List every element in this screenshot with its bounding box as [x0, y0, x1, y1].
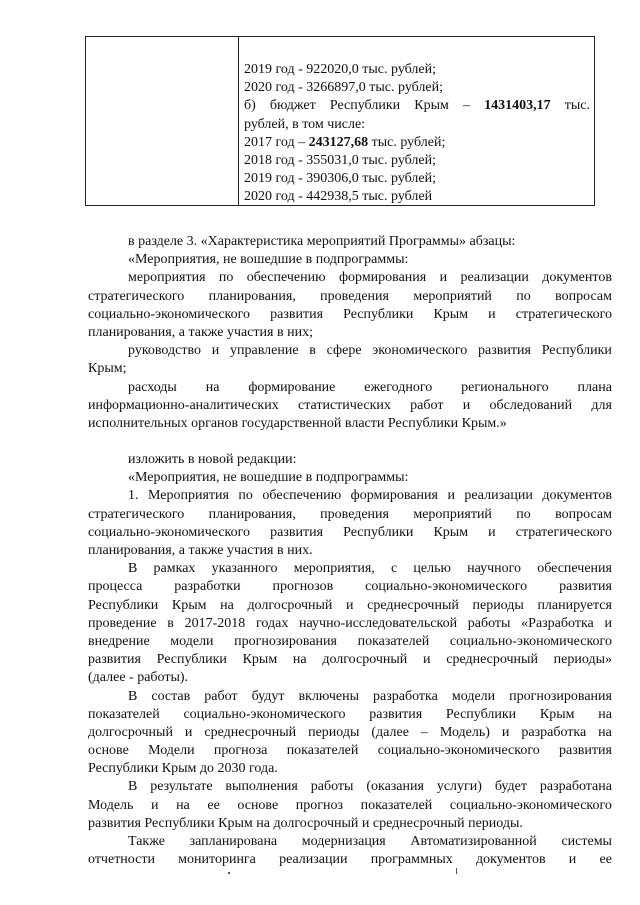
word: в: [167, 615, 174, 631]
table-cell-funding: [244, 61, 590, 207]
paragraph-gap: [88, 433, 612, 451]
word: экономического: [372, 343, 468, 359]
word: и: [423, 652, 431, 668]
table-line: [244, 97, 590, 115]
word: управление: [230, 343, 299, 359]
word: отчетности: [88, 852, 155, 868]
word: будут: [251, 688, 285, 704]
word: реализации: [279, 852, 348, 868]
word: документов: [475, 852, 546, 868]
word: Республики: [156, 652, 227, 668]
paragraph-line: [88, 778, 612, 796]
word: реализации: [464, 488, 533, 504]
word: мероприятия,: [293, 561, 375, 577]
word: Республики: [88, 597, 159, 613]
word: разработка: [373, 688, 438, 704]
word: на: [220, 597, 234, 613]
word: Также: [128, 834, 165, 849]
word: включены: [298, 688, 360, 704]
word: целью: [413, 561, 451, 577]
word: показателей: [360, 797, 433, 813]
table-line: [244, 61, 590, 79]
word: социально-экономического: [377, 743, 540, 759]
table-line: [244, 188, 590, 206]
word: результате: [150, 779, 213, 795]
word: с: [390, 561, 398, 577]
table-word: –: [462, 98, 470, 114]
word: по: [218, 270, 234, 286]
word: разработана: [539, 779, 612, 795]
paragraph-line: [88, 288, 612, 306]
word: прогноза: [213, 743, 268, 759]
paragraph-line: [88, 306, 612, 324]
word: и: [184, 724, 193, 740]
word: Республики: [541, 343, 612, 359]
paragraph-line: [88, 833, 612, 851]
paragraph-line: [88, 633, 612, 651]
paragraph-line: [88, 560, 612, 578]
word: долгосрочный: [322, 652, 408, 668]
word: обследований: [489, 397, 573, 413]
word: 2017-2018: [184, 615, 246, 631]
word: для: [591, 397, 612, 413]
word: Крым: [539, 706, 575, 722]
word: прогнозирования: [509, 688, 612, 704]
paragraph-line: изложить в новой редакции:: [128, 452, 297, 468]
word: рамках: [153, 561, 196, 577]
word: модернизация: [301, 834, 386, 849]
word: работ: [204, 688, 238, 704]
word: показателей: [286, 743, 359, 759]
word: стратегического: [88, 288, 185, 304]
word: сфере: [326, 343, 362, 359]
word: программных: [370, 852, 453, 868]
word: Модель: [88, 797, 134, 813]
word: запланирована: [189, 834, 278, 849]
word: Крым: [171, 597, 207, 613]
word: модели: [170, 633, 214, 649]
word: показателей: [357, 633, 430, 649]
word: по: [238, 488, 253, 504]
paragraph-line: в разделе 3. «Характеристика мероприятий Программы» абзацы:: [128, 234, 516, 249]
paragraph-line: [88, 524, 612, 542]
word: и: [488, 524, 496, 540]
word: социально-экономического: [183, 706, 346, 722]
paragraph-line: [88, 578, 612, 596]
table-line: [244, 152, 590, 170]
word: научного: [467, 561, 522, 577]
word: мероприятия: [128, 270, 206, 286]
word: работы: [467, 615, 511, 631]
word: «Разработка: [521, 615, 594, 631]
word: планирования,: [208, 288, 296, 304]
paragraph-line: [88, 269, 612, 287]
table-word: тыс.: [564, 98, 590, 114]
word: процесса: [88, 579, 143, 595]
word: и: [501, 724, 510, 740]
word: развития: [559, 579, 612, 595]
scan-mark: [456, 868, 457, 874]
table-text: рублей, в том числе:: [244, 116, 366, 132]
word: развития: [369, 706, 423, 722]
word: Республики: [343, 524, 414, 540]
word: прогнозов: [272, 579, 334, 595]
paragraph-line: Крым;: [88, 361, 127, 377]
word: стратегического: [88, 506, 185, 522]
word: плана: [577, 379, 612, 395]
paragraph-line: исполнительных органов государственной власти Республики Крым.»: [88, 415, 507, 431]
word: ежегодного: [364, 379, 433, 395]
paragraph-line: (далее - работы).: [88, 670, 189, 686]
paragraph-line: [88, 797, 612, 815]
paragraph-line: [88, 342, 612, 360]
word: руководство: [128, 343, 201, 359]
word: социально-экономического: [449, 797, 612, 813]
word: внедрение: [88, 633, 150, 649]
word: выполнения: [225, 779, 298, 795]
word: мероприятий: [413, 288, 492, 304]
paragraph-line: [88, 706, 612, 724]
table-column-divider: [238, 37, 239, 205]
word: по: [516, 506, 531, 522]
word: среднесрочный: [367, 597, 459, 613]
word: Модели: [148, 743, 195, 759]
word: и: [488, 306, 496, 322]
budget-table: [85, 36, 595, 206]
word: и: [462, 397, 471, 413]
paragraph-line: [88, 597, 612, 615]
word: ее: [207, 797, 220, 813]
table-text: 2018 год - 355031,0 тыс. рублей;: [244, 153, 437, 169]
word: долгосрочный: [247, 597, 333, 613]
word: на: [292, 652, 307, 668]
paragraph-line: [88, 688, 612, 706]
word: и: [447, 488, 455, 504]
table-word: Республики: [329, 98, 401, 114]
word: прогнозирования: [234, 633, 337, 649]
word: социально-экономического: [365, 579, 528, 595]
word: разработки: [174, 579, 241, 595]
word: развития: [270, 524, 324, 540]
word: В: [128, 561, 138, 577]
word: развития: [88, 652, 141, 668]
table-text: 2020 год - 3266897,0 тыс. рублей;: [244, 80, 444, 96]
table-word: Крым: [414, 98, 449, 114]
word: Автоматизированной: [410, 834, 537, 849]
word: социально-экономического: [88, 306, 251, 322]
word: развития: [478, 343, 531, 359]
word: формирования: [338, 270, 427, 286]
paragraph-line: [88, 724, 612, 742]
word: информационно-аналитических: [88, 397, 279, 413]
word: и: [568, 852, 577, 868]
word: и: [211, 343, 220, 359]
table-text: 2020 год - 442938,5 тыс. рублей: [244, 189, 433, 205]
word: проведения: [320, 506, 389, 522]
word: Модель): [439, 724, 490, 740]
word: Крым: [433, 524, 469, 540]
table-line: [244, 134, 590, 152]
word: на: [205, 379, 220, 395]
word: показателей: [88, 706, 160, 722]
word: мероприятий: [413, 506, 492, 522]
word: документов: [542, 488, 612, 504]
word: реализации: [460, 270, 529, 286]
word: (далее: [371, 724, 409, 740]
scan-dot: [228, 872, 230, 874]
word: Мероприятия: [147, 488, 229, 504]
document-body: [88, 233, 612, 869]
word: состав: [151, 688, 191, 704]
word: стратегического: [515, 306, 612, 322]
table-text: тыс. рублей;: [368, 134, 446, 150]
word: 1.: [128, 488, 139, 504]
word: документов: [542, 270, 612, 286]
paragraph-line: «Мероприятия, не вошедшие в подпрограммы:: [128, 470, 409, 486]
word: и: [346, 597, 354, 613]
table-line: [244, 79, 590, 97]
word: будет: [494, 779, 527, 795]
word: научно-исследовательской: [299, 615, 458, 631]
word: и: [604, 615, 612, 631]
word: по: [516, 288, 531, 304]
paragraph-line: планирования, а также участия в них;: [88, 324, 313, 340]
word: планируется: [537, 597, 612, 613]
word: развития: [270, 306, 324, 322]
word: среднесрочный: [204, 724, 297, 740]
word: среднесрочный: [446, 652, 538, 668]
paragraph-line: [88, 397, 612, 415]
word: Крым: [433, 306, 469, 322]
word: Республики: [343, 306, 414, 322]
paragraph-line: [88, 742, 612, 760]
word: в: [309, 343, 316, 359]
word: В: [128, 779, 138, 795]
paragraph-line: развития Республики Крым на долгосрочный и среднесрочный периоды.: [88, 815, 523, 831]
word: услуги): [436, 779, 482, 795]
table-text: 2019 год - 390306,0 тыс. рублей;: [244, 171, 437, 187]
table-text: 2017 год –: [244, 134, 309, 150]
word: обеспечения: [537, 561, 612, 577]
word: периоды: [472, 597, 524, 613]
word: Республики: [445, 706, 517, 722]
table-amount-bold: 1431403,17: [484, 98, 551, 114]
word: формирования: [350, 488, 438, 504]
word: вопросам: [555, 288, 612, 304]
word: ее: [599, 852, 612, 868]
word: развития: [559, 743, 612, 759]
word: обеспечению: [246, 270, 326, 286]
paragraph-line: [88, 379, 612, 397]
paragraph-line: «Мероприятия, не вошедшие в подпрограммы:: [128, 252, 409, 268]
word: формирование: [248, 379, 336, 395]
word: статистических: [297, 397, 391, 413]
word: на: [176, 797, 190, 813]
word: социально-экономического: [88, 524, 251, 540]
word: расходы: [128, 379, 177, 395]
word: проведения: [320, 288, 389, 304]
paragraph-line: [88, 487, 612, 505]
table-word: б): [244, 98, 256, 114]
table-line: [244, 170, 590, 188]
word: работ: [410, 397, 444, 413]
word: В: [128, 688, 138, 704]
word: обеспечению: [262, 488, 342, 504]
paragraph-line: [88, 651, 612, 669]
word: на: [598, 706, 612, 722]
paragraph-line: [88, 851, 612, 869]
table-text: 2019 год - 922020,0 тыс. рублей;: [244, 62, 437, 77]
word: работы: [310, 779, 354, 795]
table-word: бюджет: [269, 98, 316, 114]
word: Крым: [242, 652, 278, 668]
word: прогноз: [295, 797, 344, 813]
word: и: [439, 270, 448, 286]
word: стратегического: [515, 524, 612, 540]
paragraph-line: [88, 506, 612, 524]
word: вопросам: [555, 506, 612, 522]
word: долгосрочный: [88, 724, 173, 740]
word: периоды»: [553, 652, 612, 668]
word: планирования,: [208, 506, 296, 522]
table-amount-bold: 243127,68: [308, 134, 369, 150]
word: и: [150, 797, 159, 813]
word: основе: [237, 797, 279, 813]
word: годах: [256, 615, 289, 631]
word: социально-экономического: [449, 633, 612, 649]
word: модели: [451, 688, 496, 704]
word: проведение: [88, 615, 157, 631]
word: основе: [88, 743, 129, 759]
word: регионального: [461, 379, 549, 395]
word: –: [420, 724, 428, 740]
word: указанного: [211, 561, 278, 577]
word: периоды: [308, 724, 360, 740]
word: на: [598, 724, 612, 740]
word: мониторинга: [178, 852, 256, 868]
word: (оказания: [366, 779, 424, 795]
table-line: [244, 116, 590, 134]
paragraph-line: Республики Крым до 2030 года.: [88, 761, 278, 777]
paragraph-line: планирования, а также участия в них.: [88, 543, 313, 558]
paragraph-line: [88, 615, 612, 633]
word: разработка: [521, 724, 587, 740]
word: системы: [561, 834, 612, 849]
